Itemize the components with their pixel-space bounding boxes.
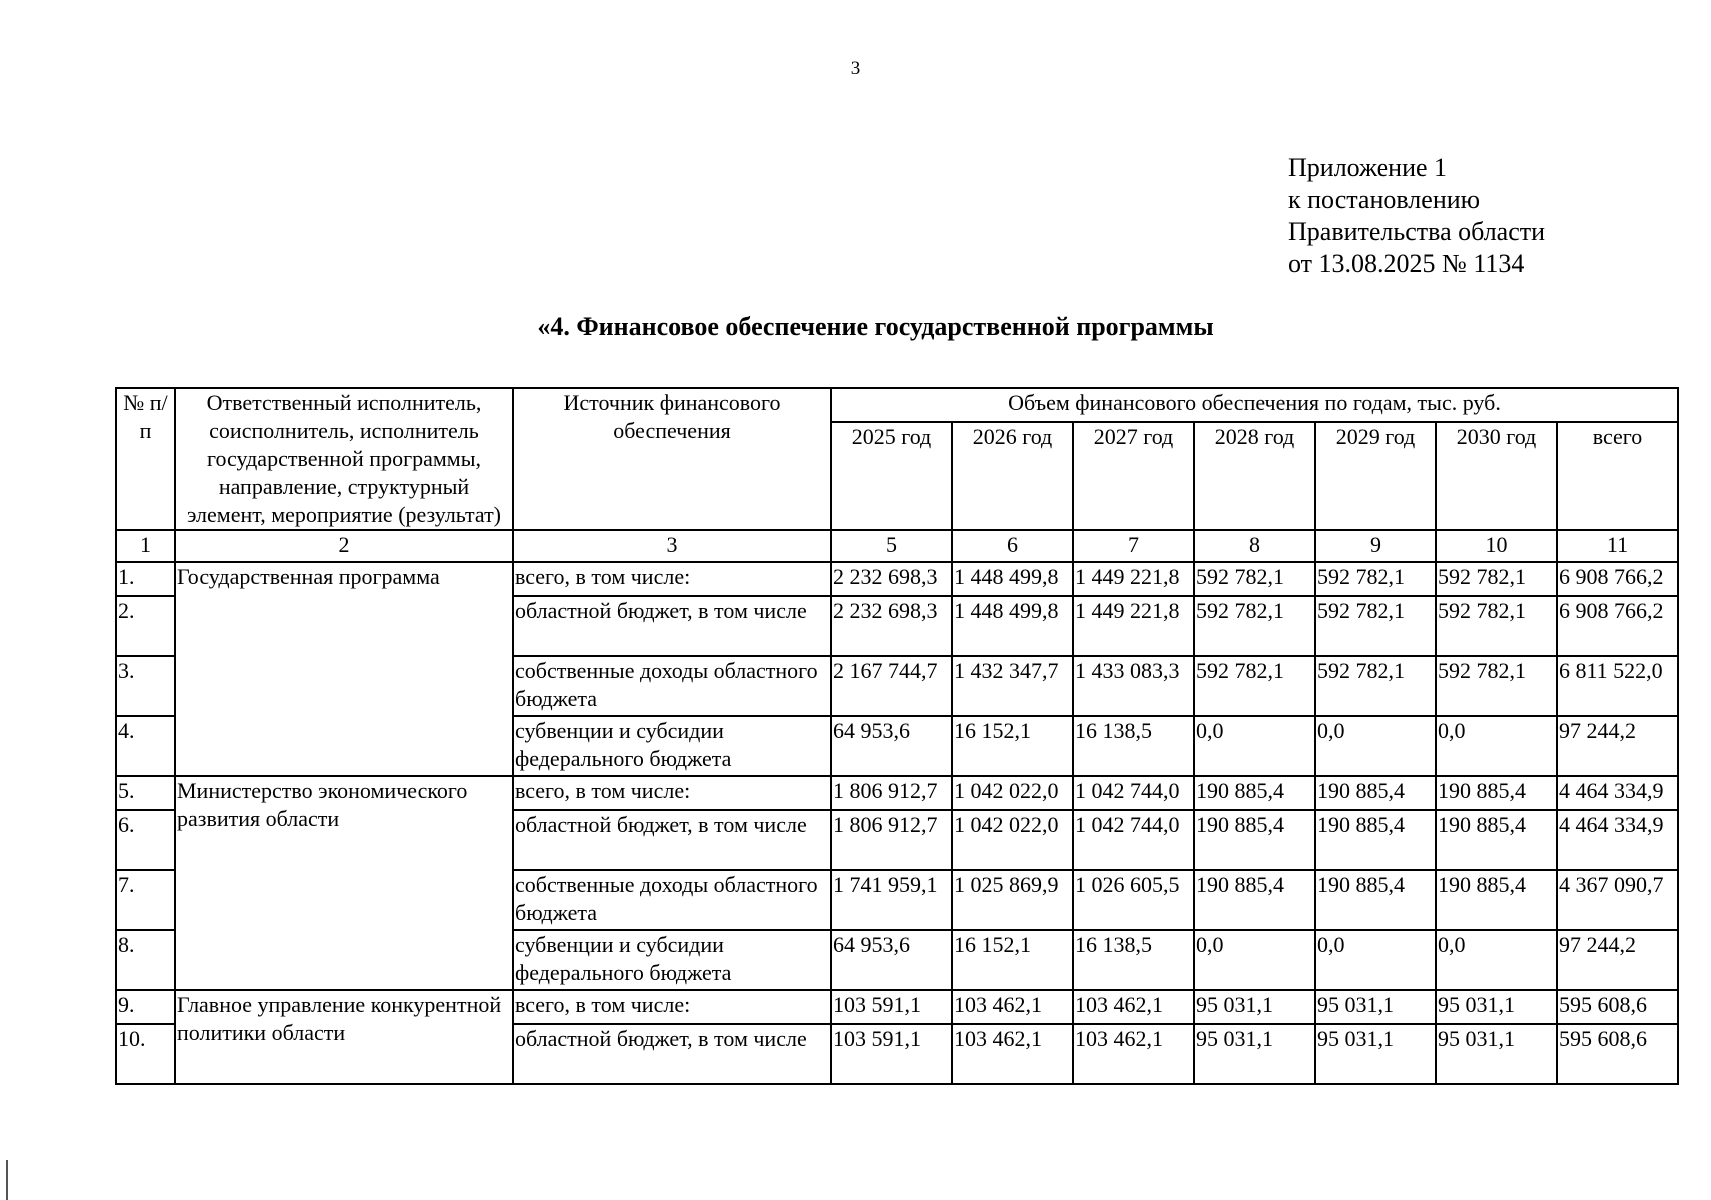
source-cell: субвенции и субсидии федерального бюджета: [513, 930, 831, 990]
amount-cell: 1 448 499,8: [952, 562, 1073, 596]
amount-cell: 592 782,1: [1315, 596, 1436, 656]
row-number: 4.: [116, 716, 175, 776]
scan-edge-mark: [6, 1160, 8, 1200]
amount-cell: 592 782,1: [1194, 656, 1315, 716]
amount-cell: 595 608,6: [1557, 990, 1678, 1024]
amount-cell: 1 432 347,7: [952, 656, 1073, 716]
table-row: [116, 990, 1678, 1024]
amount-cell: 1 741 959,1: [831, 870, 952, 930]
amount-cell: 2 232 698,3: [831, 596, 952, 656]
amount-cell: 190 885,4: [1194, 776, 1315, 810]
amount-cell: 1 448 499,8: [952, 596, 1073, 656]
amount-cell: 97 244,2: [1557, 930, 1678, 990]
amount-cell: 95 031,1: [1194, 990, 1315, 1024]
header-2028: 2028 год: [1194, 422, 1315, 530]
column-number: 10: [1436, 530, 1557, 562]
amount-cell: 592 782,1: [1194, 596, 1315, 656]
column-number-row: [116, 530, 1678, 562]
source-cell: собственные доходы областного бюджета: [513, 656, 831, 716]
amount-cell: 103 591,1: [831, 1024, 952, 1084]
financing-table: [115, 387, 1679, 1085]
source-cell: всего, в том числе:: [513, 776, 831, 810]
appendix-block: [1288, 152, 1545, 280]
row-number: 8.: [116, 930, 175, 990]
amount-cell: 592 782,1: [1436, 562, 1557, 596]
amount-cell: 190 885,4: [1315, 810, 1436, 870]
header-executor: Ответственный исполнитель, соисполнитель, исполнитель государственной программы, направление, структурный элемент, мероприятие (результат): [175, 388, 513, 530]
amount-cell: 103 462,1: [952, 1024, 1073, 1084]
header-volume: Объем финансового обеспечения по годам, тыс. руб.: [831, 388, 1678, 422]
amount-cell: 1 806 912,7: [831, 776, 952, 810]
amount-cell: 6 811 522,0: [1557, 656, 1678, 716]
row-number: 6.: [116, 810, 175, 870]
header-total: всего: [1557, 422, 1678, 530]
amount-cell: 97 244,2: [1557, 716, 1678, 776]
amount-cell: 2 167 744,7: [831, 656, 952, 716]
column-number: 7: [1073, 530, 1194, 562]
executor-cell: Министерство экономического развития области: [175, 776, 513, 990]
executor-cell: Главное управление конкурентной политики области: [175, 990, 513, 1084]
amount-cell: 0,0: [1194, 716, 1315, 776]
amount-cell: 64 953,6: [831, 930, 952, 990]
amount-cell: 190 885,4: [1315, 870, 1436, 930]
page-number: 3: [850, 58, 861, 79]
row-number: 2.: [116, 596, 175, 656]
amount-cell: 0,0: [1194, 930, 1315, 990]
amount-cell: 1 042 022,0: [952, 810, 1073, 870]
source-cell: субвенции и субсидии федерального бюджета: [513, 716, 831, 776]
column-number: 1: [116, 530, 175, 562]
amount-cell: 16 152,1: [952, 716, 1073, 776]
row-number: 7.: [116, 870, 175, 930]
amount-cell: 103 462,1: [1073, 990, 1194, 1024]
row-number: 9.: [116, 990, 175, 1024]
amount-cell: 103 462,1: [952, 990, 1073, 1024]
amount-cell: 1 042 744,0: [1073, 810, 1194, 870]
header-2029: 2029 год: [1315, 422, 1436, 530]
document-title: «4. Финансовое обеспечение государственной программы: [537, 312, 1214, 341]
amount-cell: 0,0: [1436, 930, 1557, 990]
amount-cell: 1 433 083,3: [1073, 656, 1194, 716]
amount-cell: 1 025 869,9: [952, 870, 1073, 930]
amount-cell: 1 042 744,0: [1073, 776, 1194, 810]
amount-cell: 95 031,1: [1315, 1024, 1436, 1084]
amount-cell: 4 464 334,9: [1557, 810, 1678, 870]
amount-cell: 190 885,4: [1194, 810, 1315, 870]
row-number: 1.: [116, 562, 175, 596]
appendix-line-4: от 13.08.2025 № 1134: [1288, 249, 1525, 278]
amount-cell: 190 885,4: [1194, 870, 1315, 930]
column-number: 6: [952, 530, 1073, 562]
amount-cell: 95 031,1: [1436, 1024, 1557, 1084]
column-number: 11: [1557, 530, 1678, 562]
amount-cell: 2 232 698,3: [831, 562, 952, 596]
amount-cell: 1 042 022,0: [952, 776, 1073, 810]
amount-cell: 64 953,6: [831, 716, 952, 776]
amount-cell: 592 782,1: [1315, 656, 1436, 716]
amount-cell: 6 908 766,2: [1557, 562, 1678, 596]
amount-cell: 16 152,1: [952, 930, 1073, 990]
amount-cell: 4 367 090,7: [1557, 870, 1678, 930]
amount-cell: 190 885,4: [1315, 776, 1436, 810]
amount-cell: 95 031,1: [1315, 990, 1436, 1024]
amount-cell: 592 782,1: [1194, 562, 1315, 596]
table-row: [116, 562, 1678, 596]
appendix-line-3: Правительства области: [1288, 217, 1546, 246]
amount-cell: 595 608,6: [1557, 1024, 1678, 1084]
column-number: 5: [831, 530, 952, 562]
source-cell: областной бюджет, в том числе: [513, 1024, 831, 1084]
amount-cell: 0,0: [1315, 716, 1436, 776]
header-2025: 2025 год: [831, 422, 952, 530]
amount-cell: 0,0: [1315, 930, 1436, 990]
executor-cell: Государственная программа: [175, 562, 513, 776]
source-cell: всего, в том числе:: [513, 562, 831, 596]
amount-cell: 103 591,1: [831, 990, 952, 1024]
header-2026: 2026 год: [952, 422, 1073, 530]
amount-cell: 16 138,5: [1073, 716, 1194, 776]
header-source: Источник финансового обеспечения: [513, 388, 831, 530]
amount-cell: 16 138,5: [1073, 930, 1194, 990]
amount-cell: 592 782,1: [1315, 562, 1436, 596]
header-num: № п/п: [116, 388, 175, 530]
header-2027: 2027 год: [1073, 422, 1194, 530]
header-2030: 2030 год: [1436, 422, 1557, 530]
amount-cell: 95 031,1: [1194, 1024, 1315, 1084]
column-number: 3: [513, 530, 831, 562]
row-number: 5.: [116, 776, 175, 810]
amount-cell: 592 782,1: [1436, 596, 1557, 656]
amount-cell: 1 449 221,8: [1073, 562, 1194, 596]
amount-cell: 190 885,4: [1436, 870, 1557, 930]
column-number: 8: [1194, 530, 1315, 562]
appendix-line-1: Приложение 1: [1288, 153, 1448, 182]
column-number: 9: [1315, 530, 1436, 562]
row-number: 3.: [116, 656, 175, 716]
appendix-line-2: к постановлению: [1288, 185, 1481, 214]
amount-cell: 1 449 221,8: [1073, 596, 1194, 656]
amount-cell: 592 782,1: [1436, 656, 1557, 716]
source-cell: областной бюджет, в том числе: [513, 810, 831, 870]
amount-cell: 95 031,1: [1436, 990, 1557, 1024]
amount-cell: 0,0: [1436, 716, 1557, 776]
row-number: 10.: [116, 1024, 175, 1084]
amount-cell: 6 908 766,2: [1557, 596, 1678, 656]
table-row: [116, 776, 1678, 810]
table-body: [116, 562, 1678, 1084]
column-number: 2: [175, 530, 513, 562]
source-cell: собственные доходы областного бюджета: [513, 870, 831, 930]
amount-cell: 190 885,4: [1436, 810, 1557, 870]
source-cell: областной бюджет, в том числе: [513, 596, 831, 656]
amount-cell: 1 026 605,5: [1073, 870, 1194, 930]
amount-cell: 4 464 334,9: [1557, 776, 1678, 810]
amount-cell: 190 885,4: [1436, 776, 1557, 810]
amount-cell: 103 462,1: [1073, 1024, 1194, 1084]
amount-cell: 1 806 912,7: [831, 810, 952, 870]
source-cell: всего, в том числе:: [513, 990, 831, 1024]
